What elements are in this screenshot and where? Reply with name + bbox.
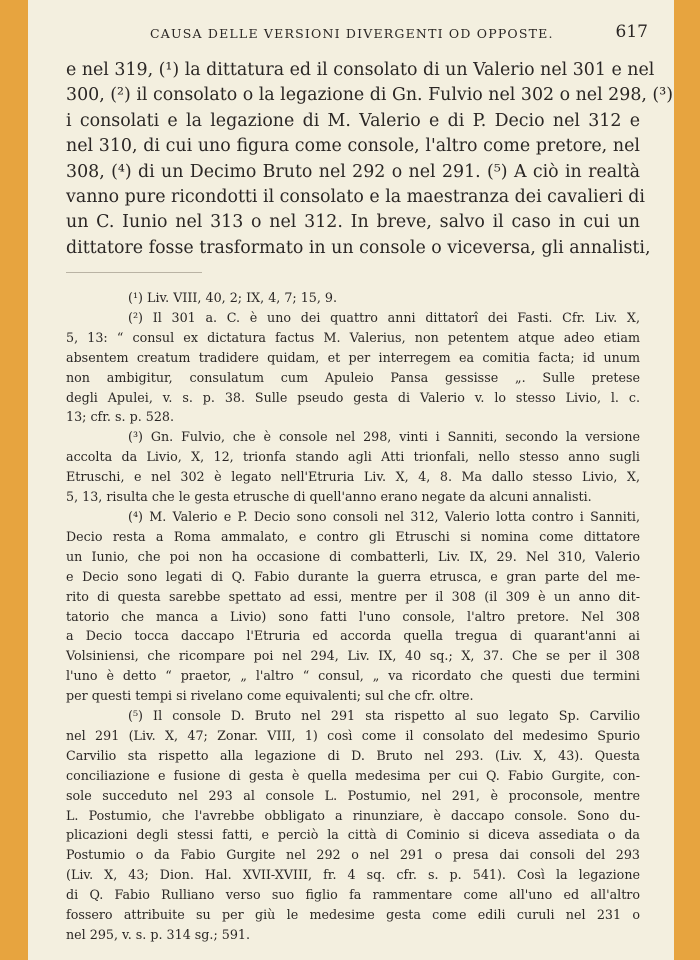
running-title: CAUSA DELLE VERSIONI DIVERGENTI OD OPPOSTE. [150, 26, 554, 41]
footnote-line: (³) Gn. Fulvio, che è console nel 298, vinti i Sanniti, secondo la versione [128, 429, 640, 445]
footnote-line: non ambigitur, consulatum cum Apuleio Pansa gessisse „. Sulle pretese [66, 369, 640, 385]
footnote-3 [66, 427, 640, 507]
footnote-line: di Q. Fabio Rulliano verso suo figlio fa rammentare come all'uno ed all'altro [66, 887, 640, 903]
footnote-line: 5, 13: “ consul ex dictatura factus M. Valerius, non petentem atque adeo etiam [66, 329, 640, 345]
text-line: vanno pure ricondotti il consolato e la maestranza dei cavalieri di [66, 187, 645, 208]
footnote-2 [66, 308, 640, 427]
footnotes [66, 288, 640, 945]
running-head [28, 22, 674, 46]
footnote-line: plicazioni degli stessi fatti, e perciò la città di Cominio si diceva assediata o da [66, 827, 640, 843]
footnote-line: (⁵) Il console D. Bruto nel 291 sta rispetto al suo legato Sp. Carvilio [128, 708, 640, 724]
footnote-line: absentem creatum tradidere quidam, et per interregem ea comitia facta; id unum [66, 349, 640, 365]
footnote-line: nel 295, v. s. p. 314 sg.; 591. [66, 927, 251, 942]
text-line: i consolati e la legazione di M. Valerio e di P. Decio nel 312 e [66, 110, 640, 131]
footnote-line: per questi tempi si rivelano come equivalenti; sul che cfr. oltre. [66, 688, 474, 704]
footnote-line: tatorio che manca a Livio) sono fatti l'uno console, l'altro pretore. Nel 308 [66, 608, 640, 624]
text-line: e nel 319, (¹) la dittatura ed il consolato di un Valerio nel 301 e nel [66, 60, 655, 80]
text-line: nel 310, di cui uno figura come console, l'altro come pretore, nel [66, 136, 640, 157]
footnote-line: conciliazione e fusione di gesta è quella medesima per cui Q. Fabio Gurgite, con- [66, 767, 640, 783]
footnote-line: (²) Il 301 a. C. è uno dei quattro anni dittatorî dei Fasti. Cfr. Liv. X, [128, 309, 640, 325]
footnote-line: accolta da Livio, X, 12, trionfa stando agli Atti trionfali, nello stesso anno sugli [66, 449, 640, 465]
footnote-line: a Decio tocca daccapo l'Etruria ed accorda quella tregua di quarant'anni ai [66, 628, 640, 644]
footnote-line: (Liv. X, 43; Dion. Hal. XVII-XVIII, fr. 4 sq. cfr. s. p. 541). Così la legazione [66, 867, 640, 883]
footnote-line: Etruschi, e nel 302 è legato nell'Etruria Liv. X, 4, 8. Ma dallo stesso Livio, X, [66, 469, 640, 485]
footnote-line: 13; cfr. s. p. 528. [66, 409, 175, 425]
footnote-line: sole succeduto nel 293 al console L. Postumio, nel 291, è proconsole, mentre [66, 787, 640, 803]
footnote-5 [66, 706, 640, 945]
footnote-line: (⁴) M. Valerio e P. Decio sono consoli nel 312, Valerio lotta contro i Sanniti, [128, 508, 640, 524]
footnote-line: 5, 13, risulta che le gesta etrusche di quell'anno erano negate da alcuni annalisti. [66, 489, 592, 505]
footnote-line: rito di questa sarebbe spettato ad essi, mentre per il 308 (il 309 è un anno dit- [66, 588, 640, 604]
text-line: un C. Iunio nel 313 o nel 312. In breve, salvo il caso in cui un [66, 212, 640, 233]
footnote-4 [66, 507, 640, 706]
footnote-line: Postumio o da Fabio Gurgite nel 292 o nel 291 o presa dai consoli del 293 [66, 847, 640, 863]
footnote-line: nel 291 (Liv. X, 47; Zonar. VIII, 1) così come il consolato del medesimo Spurio [66, 727, 640, 743]
footnote-line: e Decio sono legati di Q. Fabio durante la guerra etrusca, e gran parte del me- [66, 568, 640, 584]
book-page [28, 0, 674, 960]
page-number: 617 [615, 22, 648, 42]
footnote-line: Decio resta a Roma ammalato, e contro gli Etruschi si nomina come dittatore [66, 528, 640, 544]
footnote-line: L. Postumio, che l'avrebbe obbligato a rinunziare, è daccapo console. Sono du- [66, 807, 640, 823]
footnote-line: Volsiniensi, che ricompare poi nel 294, Liv. IX, 40 sq.; X, 37. Che se per il 308 [66, 648, 640, 664]
footnote-line: fossero attribuite su per giù le medesime gesta come edili curuli nel 231 o [66, 907, 640, 923]
footnote-line: l'uno è detto “ praetor, „ l'altro “ consul, „ va ricordato che questi due termini [66, 668, 640, 684]
footnote-line: degli Apulei, v. s. p. 38. Sulle pseudo gesta di Valerio v. lo stesso Livio, l. c. [66, 389, 640, 405]
main-text [66, 58, 673, 261]
text-line: dittatore fosse trasformato in un console o viceversa, gli annalisti, [66, 237, 651, 258]
footnote-line: un Iunio, che poi non ha occasione di combatterli, Liv. IX, 29. Nel 310, Valerio [66, 548, 640, 564]
text-line: 300, (²) il consolato o la legazione di Gn. Fulvio nel 302 o nel 298, (³) [66, 85, 673, 106]
footnote-separator [66, 272, 202, 273]
footnote-line: Carvilio sta rispetto alla legazione di D. Bruto nel 293. (Liv. X, 43). Questa [66, 747, 640, 763]
footnote-line: (¹) Liv. VIII, 40, 2; IX, 4, 7; 15, 9. [128, 290, 338, 305]
text-line: 308, (⁴) di un Decimo Bruto nel 292 o nel 291. (⁵) A ciò in realtà [66, 161, 640, 182]
footnote-1 [66, 288, 640, 308]
